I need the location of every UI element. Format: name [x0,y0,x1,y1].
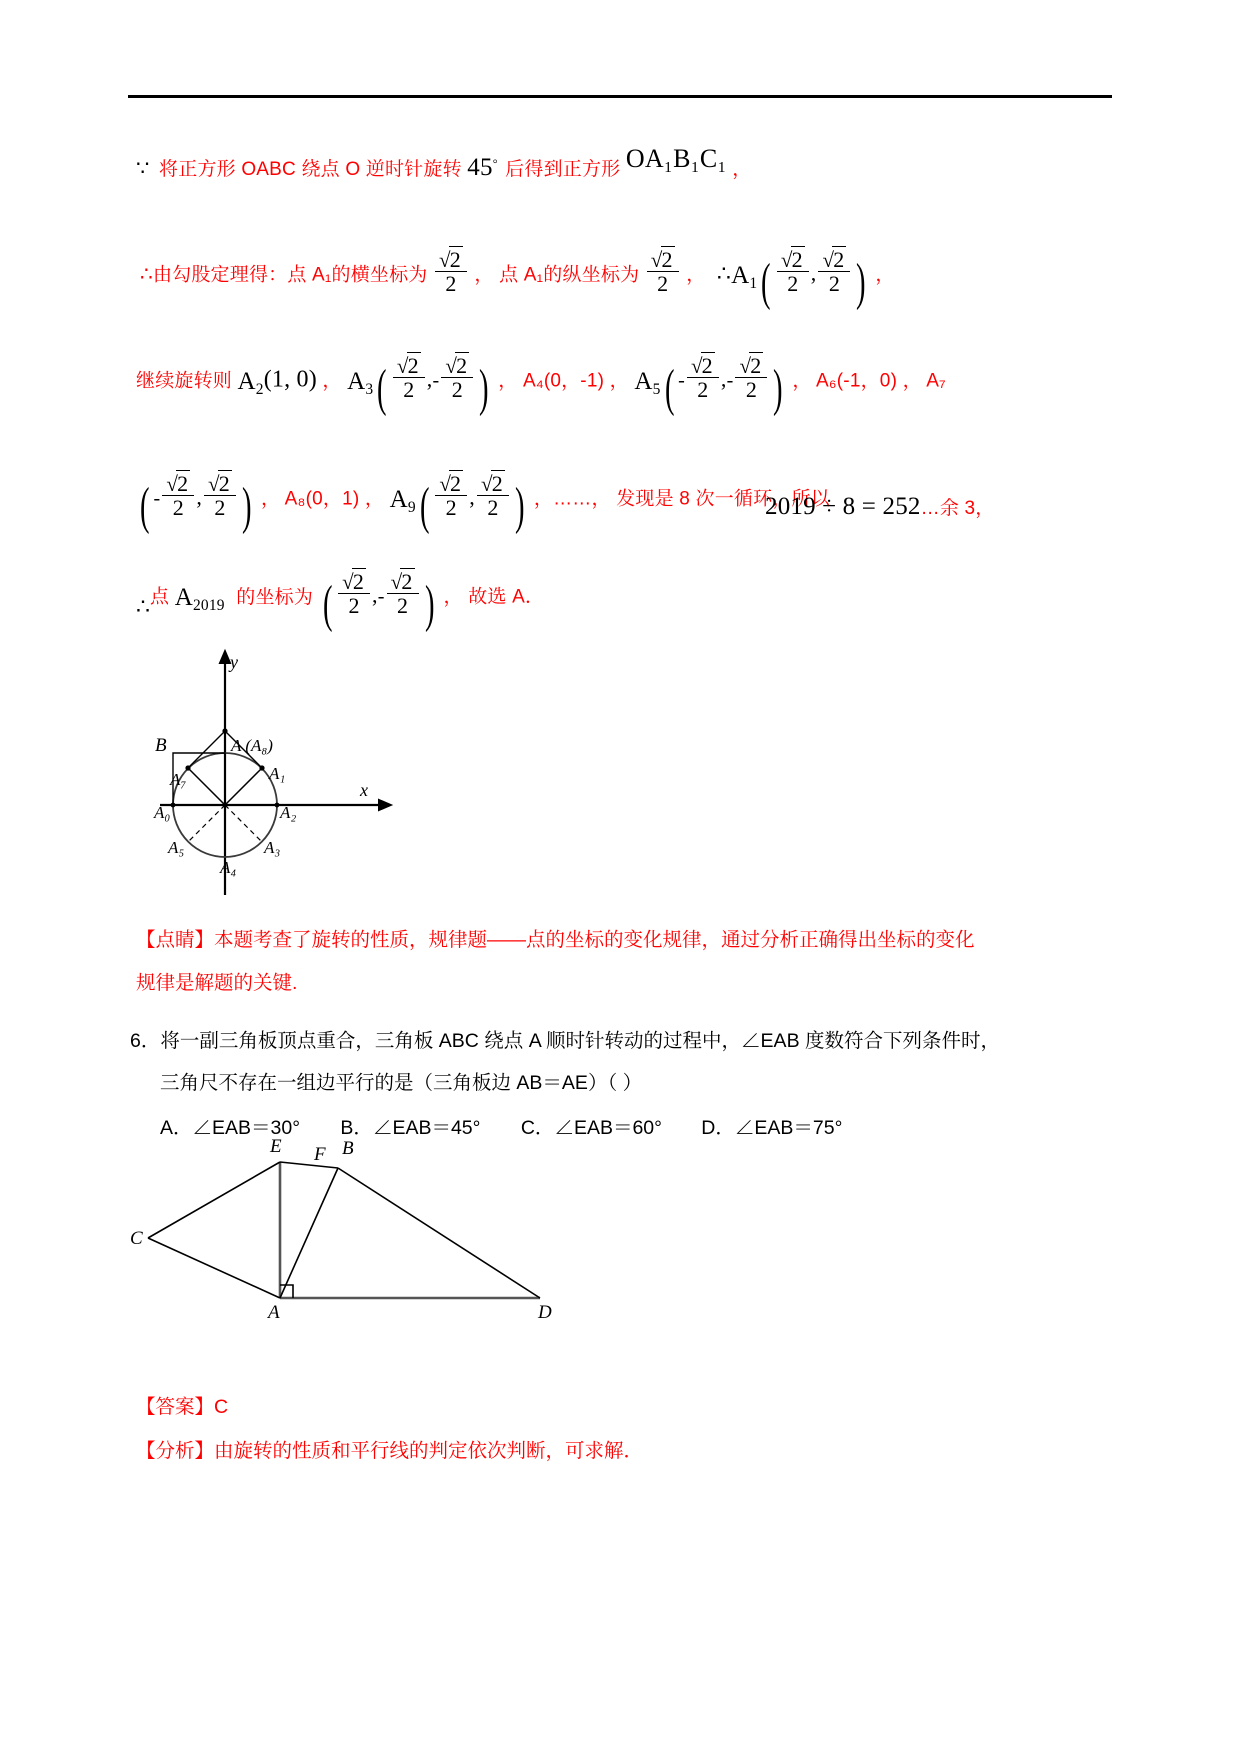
comma-9: ， [261,488,281,510]
a5-coord-y: $\frac{√2}{2}$ [735,352,767,401]
option-b-key: B． [340,1117,373,1139]
right-paren-4: ) [241,478,252,536]
segment-BD [338,1168,540,1298]
question6-options [160,1112,1060,1140]
point-a2-label: $A_2$ [237,368,264,398]
a9-coord-x: $\frac{√2}{2}$ [435,470,467,519]
segment-AB [280,1168,338,1298]
segment-CA [148,1238,280,1298]
right-paren-6: ) [424,576,435,634]
left-paren-1: ( [761,254,771,312]
because-symbol: ∵ [136,156,150,180]
a2019-y-sign: - [377,585,385,608]
left-paren-6: ( [322,576,333,634]
figure2-label-A: A [268,1302,280,1323]
left-paren-3: ( [664,360,675,418]
a5-x-sign: - [678,369,685,392]
a9-coord-y: $\frac{√2}{2}$ [477,470,509,519]
option-a-key: A． [160,1117,193,1139]
analysis-block [136,1436,643,1466]
insight-label: 【点睛】 [136,929,215,951]
point-a3-label: $A_3$ [347,368,374,398]
solution-line-1 [136,144,752,182]
solution-line-1-text-b: 后得到正方形 [505,159,621,180]
vertex-a2 [275,803,280,808]
solution-line-3: 继续旋转则 $A_2(1$, 0) ， $A_3$( $\frac{√2}{2}$ ,- $\frac{√2}{2}$ ) ， A₄(0，-1) ， $A_5$( - $\frac{√2}{2}$ ,- $\frac{√2}{2}$ ) ， A₆(-1，0) ， A₇ [136,353,946,418]
point-a1-label: $A_1$ [731,262,758,292]
question6-stem-line-1 [130,1026,1110,1056]
right-paren-3: ) [773,360,783,418]
triangle-rulers-diagram [130,1136,590,1350]
comma-12: ， [443,586,463,608]
comma-4: ， [322,370,342,392]
point-a2-coord: (1, 0) [263,366,317,393]
question6-stem-text-2: 三角尺不存在一组边平行的是（三角板边 AB＝AE）（ ） [160,1072,643,1094]
solution-line-2-text-a: 由勾股定理得：点 A₁的横坐标为 [152,264,428,286]
comma-6: ， [609,370,629,392]
frac-a-den: 2 [445,271,457,297]
frac-sqrt2-over-2-a: $\frac{√2}{2}$ [435,246,467,295]
a1-coord-y: $\frac{√2}{2}$ [818,246,850,295]
point-a7: A₇ [926,370,946,392]
a2019-coord-y: $\frac{√2}{2}$ [387,568,419,617]
figure1-label-A-A8: A (A₈) [231,736,273,755]
diag-4-dashed [188,805,225,842]
comma-2: ， [686,264,706,286]
solution-line-5-text-b: 的坐标为 [236,586,314,608]
solution-line-1-comma: ， [732,159,752,180]
figure1-label-B: B [155,735,167,756]
figure1-label-A2: A₂ [280,803,297,822]
frac-a-num: 2 [449,247,461,272]
solution-line-3-text-a: 继续旋转则 [136,370,233,392]
a3-y-sign: - [432,369,440,392]
degree-icon: ° [492,156,498,171]
answer-block [136,1392,228,1422]
right-paren-5: ) [514,478,525,536]
figure1-y-label: y [230,652,238,672]
option-d-key: D． [701,1117,735,1139]
solution-line-4: ( - $\frac{√2}{2}$ , $\frac{√2}{2}$ ) ， A₈(0，1) ， $A_9$( $\frac{√2}{2}$ , $\frac{√2}{2}$ ) ，……， 发现是 8 次一循环，所以 [139,471,830,536]
triangle-rulers-svg [130,1150,590,1350]
left-paren-5: ( [419,478,430,536]
right-angle-mark-A [280,1285,293,1298]
a7-coord-y: $\frac{√2}{2}$ [204,470,236,519]
figure1-label-A0: A₀ [154,803,171,822]
option-c-key: C． [520,1117,555,1139]
figure2-label-D: D [538,1302,552,1323]
cycle-explanation: 发现是 8 次一循环，所以 [616,488,830,510]
figure2-label-F: F [314,1144,326,1165]
solution-line-1-text-a: 将正方形 OABC 绕点 O 逆时针旋转 [159,159,462,180]
option-c[interactable] [521,1112,696,1140]
diag-2 [188,768,225,805]
left-paren-2: ( [377,360,387,418]
insight-line-2 [136,968,297,998]
answer-value: C [214,1396,229,1418]
diag-1 [225,768,262,805]
point-a5-label: $A_5$ [634,368,661,398]
division-value: 2019 ÷ 8 = 252 [765,493,921,520]
solution-line-5: 点 $A_{2019}$ 的坐标为 ( $\frac{√2}{2}$ ,- $\frac{√2}{2}$ ) ， 故选 A． [150,569,545,634]
frac-sqrt2-over-2-b: $\frac{√2}{2}$ [647,246,679,295]
comma-11: ， [975,498,995,519]
answer-label: 【答案】 [136,1396,215,1418]
therefore-symbol-2: ∴ [716,260,732,286]
right-paren-2: ) [479,360,489,418]
frac-b-num: 2 [661,247,673,272]
rotating-square-diagram [130,640,460,920]
vertex-a0 [171,803,176,808]
comma-5: ， [498,370,518,392]
question6-stem-line-2 [160,1068,1140,1098]
therefore-symbol-3: ∴ [136,594,151,619]
point-a4: A₄(0，-1) [522,370,605,392]
a3-coord-x: $\frac{√2}{2}$ [393,352,425,401]
insight-line-1 [136,925,1096,955]
comma-1: ， [474,264,494,286]
solution-line-2: ∴由勾股定理得：点 A₁的横坐标为 $\frac{√2}{2}$ ， 点 A₁的纵坐标为 $\frac{√2}{2}$ ， $\therefore A_1$( $\frac{√2}{2}$ , $\frac{√2}{2}$ ) ， [140,247,895,312]
question6-number: 6． [130,1030,161,1052]
header-rule [128,95,1112,98]
option-a[interactable] [160,1112,335,1140]
figure1-label-A3: A₃ [264,838,281,857]
therefore-symbol-3-wrap [136,594,150,620]
figure1-label-A1: A₁ [269,764,286,783]
figure2-label-C: C [130,1228,143,1249]
left-paren-4: ( [139,478,150,536]
figure1-label-A5: A₅ [168,838,185,857]
insight-text-2: 规律是解题的关键. [136,972,298,994]
point-a6: A₆(-1，0) [816,370,898,392]
ellipsis-commas: ，……， [533,488,611,510]
insight-text-1: 本题考查了旋转的性质，规律题——点的坐标的变化规律，通过分析正确得出坐标的变化 [214,929,975,951]
square-oa1b1c1-label: OA₁B₁C₁ [625,144,727,173]
diag-3-dashed [225,805,262,842]
solution-conclusion: 故选 A． [468,586,545,608]
option-b-text: ∠EAB＝45° [372,1117,481,1139]
segment-EB [280,1162,338,1168]
option-d[interactable] [701,1112,876,1140]
a2019-coord-x: $\frac{√2}{2}$ [338,568,370,617]
solution-line-2-text-b: 点 A₁的纵坐标为 [499,264,640,286]
a7-x-sign: - [153,487,161,510]
right-paren-1: ) [856,254,866,312]
figure1-label-A4: A₄ [220,858,237,877]
a5-y-sign: - [726,369,734,392]
solution-line-5-text-a: 点 [150,586,170,608]
a7-coord-x: $\frac{√2}{2}$ [162,470,194,519]
rotation-angle-value: 45 [467,154,493,181]
option-a-text: ∠EAB＝30° [192,1117,301,1139]
segment-CE [148,1162,280,1238]
figure1-x-label: x [360,780,368,800]
option-b[interactable] [340,1112,515,1140]
figure2-label-E: E [270,1136,282,1157]
point-a9-label: $A_9$ [389,486,416,516]
comma-3: ， [875,264,895,286]
figure2-label-B: B [342,1138,354,1159]
analysis-text: 由旋转的性质和平行线的判定依次判断，可求解． [214,1440,644,1462]
insight-block [136,925,1096,955]
a3-coord-y: $\frac{√2}{2}$ [441,352,473,401]
comma-8: ， [902,370,922,392]
remainder-value: …余 3 [920,498,976,519]
analysis-label: 【分析】 [136,1440,215,1462]
option-d-text: ∠EAB＝75° [734,1117,843,1139]
question6-stem-text-1: 将一副三角板顶点重合，三角板 ABC 绕点 A 顺时针转动的过程中，∠EAB 度数符合下列条件时， [160,1030,1000,1052]
comma-10: ， [364,488,385,510]
a1-coord-x: $\frac{√2}{2}$ [777,246,809,295]
frac-b-den: 2 [657,271,669,297]
point-a2019-label: $A_{2019}$ [174,584,225,614]
vertex-a1 [259,765,264,770]
point-a8: A₈(0，1) [284,488,360,510]
vertex-origin [222,802,227,807]
comma-7: ， [792,370,812,392]
therefore-symbol-1: ∴ [140,263,153,286]
figure1-label-A7: A₇ [170,770,187,789]
option-c-text: ∠EAB＝60° [554,1117,662,1139]
division-expression [765,493,994,521]
vertex-a8 [222,728,227,733]
a5-coord-x: $\frac{√2}{2}$ [687,352,719,401]
